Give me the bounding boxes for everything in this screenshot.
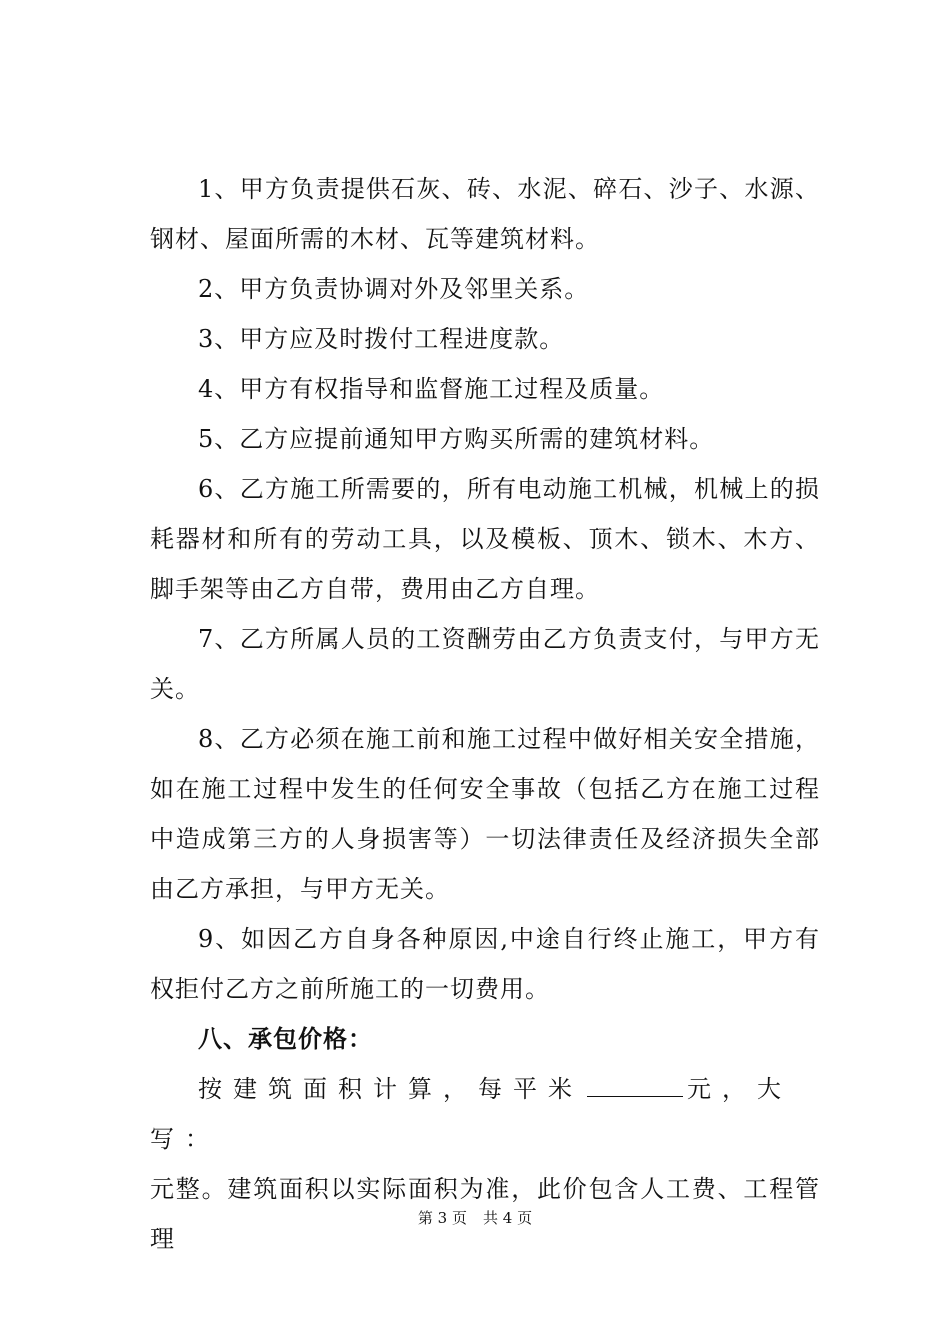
clause-4: 4、甲方有权指导和监督施工过程及质量。 <box>198 375 665 403</box>
clause-1: 1、甲方负责提供石灰、砖、水泥、碎石、沙子、水源、钢材、屋面所需的木材、瓦等建筑材料。 <box>150 175 820 253</box>
page-total: 共 4 页 <box>483 1209 533 1227</box>
clause-8: 8、乙方必须在施工前和施工过程中做好相关安全措施，如在施工过程中发生的任何安全事故（包括乙方在施工过程中造成第三方的人身损害等）一切法律责任及经济损失全部由乙方承担，与甲方无关。 <box>150 725 820 903</box>
clause-2: 2、甲方负责协调对外及邻里关系。 <box>198 275 590 303</box>
clause-7: 7、乙方所属人员的工资酬劳由乙方负责支付，与甲方无关。 <box>150 625 820 703</box>
clause-9: 9、如因乙方自身各种原因,中途自行终止施工，甲方有权拒付乙方之前所施工的一切费用。 <box>150 925 820 1003</box>
clause-3: 3、甲方应及时拨付工程进度款。 <box>198 325 565 353</box>
price-blank-line <box>587 1076 683 1097</box>
clause-5: 5、乙方应提前通知甲方购买所需的建筑材料。 <box>198 425 715 453</box>
price-clause-unit: 元，大写： <box>150 1075 792 1153</box>
clause-6: 6、乙方施工所需要的，所有电动施工机械，机械上的损耗器材和所有的劳动工具，以及模板、顶木、锁木、木方、脚手架等由乙方自带，费用由乙方自理。 <box>150 475 820 603</box>
document-body <box>150 164 820 1264</box>
price-clause-lead: 按建筑面积计算，每平米 <box>198 1075 583 1103</box>
price-clause-continuation: 元整。建筑面积以实际面积为准，此价包含人工费、工程管理 <box>150 1175 820 1253</box>
page-number: 第 3 页 <box>417 1209 467 1227</box>
page-footer <box>0 1207 950 1228</box>
section-heading-contract-price: 八、承包价格： <box>198 1024 373 1053</box>
price-clause <box>150 1064 820 1164</box>
